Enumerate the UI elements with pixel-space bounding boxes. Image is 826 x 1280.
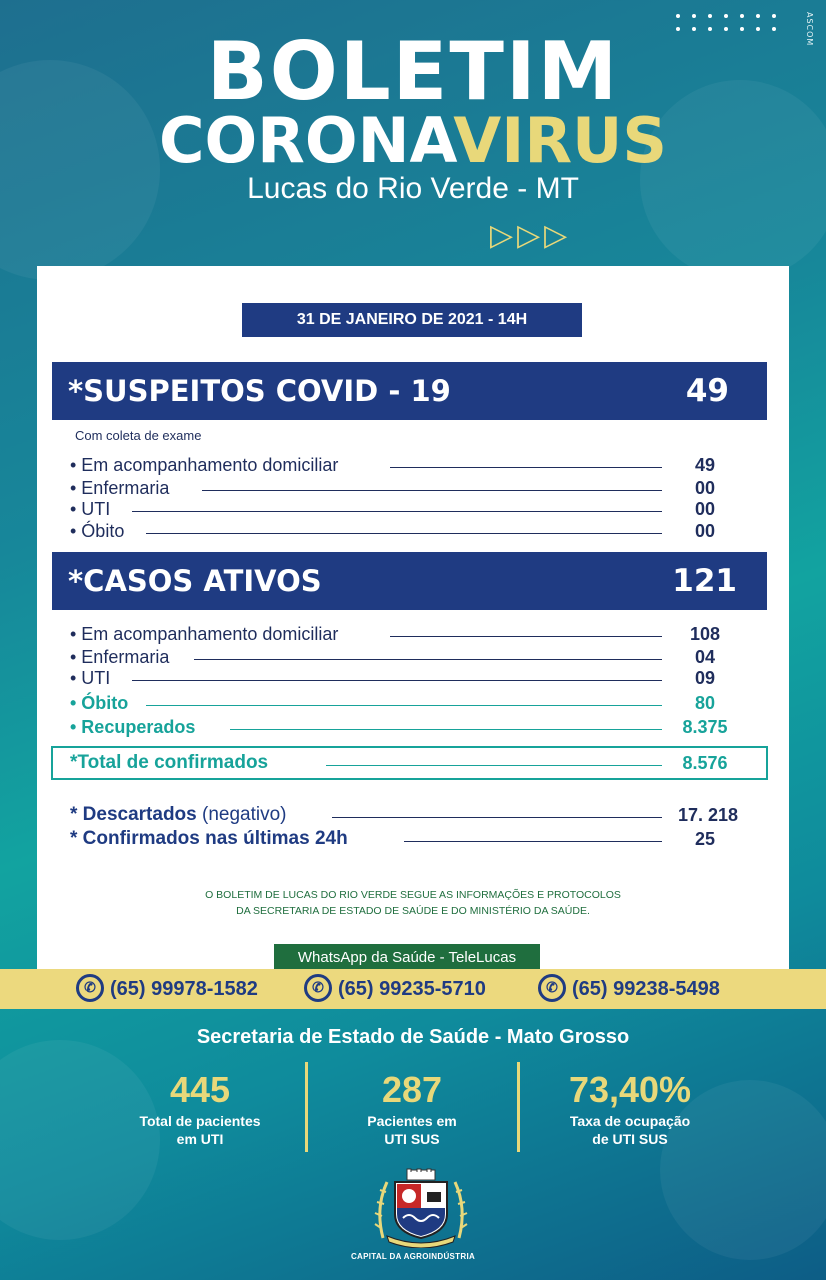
row-label: • Óbito bbox=[70, 692, 136, 714]
row-value: 8.576 bbox=[682, 753, 728, 773]
row-value: 04 bbox=[694, 647, 716, 667]
city-subtitle: Lucas do Rio Verde - MT bbox=[247, 172, 579, 205]
stat-value: 445 bbox=[169, 1069, 231, 1110]
leader-line bbox=[132, 680, 662, 681]
leader-line bbox=[132, 511, 662, 512]
total-confirmados-row bbox=[70, 752, 740, 774]
title-corona: CORONA bbox=[158, 104, 454, 177]
list-item bbox=[70, 520, 740, 542]
logo-caption: CAPITAL DA AGROINDÚSTRIA bbox=[350, 1252, 476, 1261]
whatsapp-icon: ✆ bbox=[304, 974, 332, 1002]
stat-caption: Pacientes em bbox=[367, 1113, 457, 1129]
row-value: 25 bbox=[694, 829, 716, 849]
leader-line bbox=[146, 533, 662, 534]
whatsapp-label: WhatsApp da Saúde - TeleLucas bbox=[274, 944, 540, 972]
suspeitos-subtitle: Com coleta de exame bbox=[75, 428, 202, 443]
stat-value: 73,40% bbox=[568, 1069, 692, 1110]
leader-line bbox=[332, 817, 662, 818]
leader-line bbox=[194, 659, 662, 660]
row-value: 00 bbox=[694, 499, 716, 519]
whatsapp-icon: ✆ bbox=[76, 974, 104, 1002]
descartados-label: * Descartados bbox=[70, 804, 197, 825]
row-label: • UTI bbox=[70, 667, 118, 689]
title-virus: VIRUS bbox=[453, 104, 668, 177]
leader-line bbox=[202, 490, 662, 491]
list-item bbox=[70, 477, 740, 499]
row-label: * Confirmados nas últimas 24h bbox=[70, 828, 356, 850]
row-value: 00 bbox=[694, 521, 716, 541]
stat-divider bbox=[305, 1062, 308, 1152]
stat-ocupacao bbox=[530, 1070, 730, 1148]
leader-line bbox=[146, 705, 662, 706]
decorative-dots bbox=[676, 14, 788, 31]
row-label: • Enfermaria bbox=[70, 477, 177, 499]
list-item bbox=[70, 454, 740, 476]
row-value: 09 bbox=[694, 668, 716, 688]
row-value: 108 bbox=[689, 624, 721, 644]
list-item bbox=[70, 692, 740, 714]
row-value: 49 bbox=[694, 455, 716, 475]
leader-line bbox=[390, 467, 662, 468]
list-item bbox=[70, 667, 740, 689]
row-value: 17. 218 bbox=[677, 805, 739, 825]
list-item bbox=[70, 498, 740, 520]
row-label: • UTI bbox=[70, 498, 118, 520]
stat-caption: em UTI bbox=[176, 1131, 224, 1147]
title-coronavirus bbox=[0, 104, 826, 177]
row-value: 80 bbox=[694, 693, 716, 713]
footnote-line: O BOLETIM DE LUCAS DO RIO VERDE SEGUE AS INFORMAÇÕES E PROTOCOLOS bbox=[205, 889, 621, 901]
row-value: 8.375 bbox=[682, 717, 728, 737]
row-label: • Recuperados bbox=[70, 716, 203, 738]
stat-divider bbox=[517, 1062, 520, 1152]
phone-number[interactable] bbox=[304, 969, 486, 1009]
stat-value: 287 bbox=[381, 1069, 443, 1110]
casos-ativos-label: *CASOS ATIVOS bbox=[68, 564, 322, 598]
row-label bbox=[70, 804, 295, 826]
stat-uti-sus bbox=[322, 1070, 502, 1148]
row-label: *Total de confirmados bbox=[70, 752, 276, 774]
state-secretariat-title: Secretaria de Estado de Saúde - Mato Grosso bbox=[196, 1026, 630, 1048]
stat-caption: UTI SUS bbox=[384, 1131, 440, 1147]
phone-text: (65) 99238-5498 bbox=[572, 978, 720, 1000]
row-label: • Óbito bbox=[70, 520, 132, 542]
phone-number[interactable] bbox=[76, 969, 258, 1009]
stat-caption: Taxa de ocupação bbox=[569, 1113, 691, 1129]
play-arrows-icon: ▷▷▷ bbox=[490, 218, 572, 253]
confirmados-24h-row bbox=[70, 828, 740, 850]
footnote bbox=[0, 887, 826, 919]
leader-line bbox=[390, 636, 662, 637]
title-boletim: BOLETIM bbox=[206, 25, 620, 118]
descartados-row bbox=[70, 804, 740, 826]
leader-line bbox=[326, 765, 662, 766]
list-item bbox=[70, 716, 740, 738]
row-label: • Enfermaria bbox=[70, 646, 177, 668]
descartados-note: (negativo) bbox=[196, 804, 287, 825]
city-coat-of-arms-logo bbox=[373, 1168, 469, 1248]
stat-caption: de UTI SUS bbox=[592, 1131, 668, 1147]
row-label: • Em acompanhamento domiciliar bbox=[70, 623, 346, 645]
whatsapp-icon: ✆ bbox=[538, 974, 566, 1002]
phone-text: (65) 99978-1582 bbox=[110, 978, 258, 1000]
date-badge: 31 DE JANEIRO DE 2021 - 14H bbox=[242, 303, 582, 337]
row-label: • Em acompanhamento domiciliar bbox=[70, 454, 346, 476]
footnote-line: DA SECRETARIA DE ESTADO DE SAÚDE E DO MINISTÉRIO DA SAÚDE. bbox=[236, 905, 590, 917]
row-value: 00 bbox=[694, 478, 716, 498]
phone-text: (65) 99235-5710 bbox=[338, 978, 486, 1000]
casos-ativos-total: 121 bbox=[672, 563, 737, 599]
stat-total-uti bbox=[110, 1070, 290, 1148]
ascom-label: ASCOM bbox=[805, 12, 814, 47]
suspeitos-header bbox=[52, 362, 767, 420]
casos-ativos-header bbox=[52, 552, 767, 610]
suspeitos-label: *SUSPEITOS COVID - 19 bbox=[68, 374, 451, 408]
phone-strip bbox=[0, 969, 826, 1009]
suspeitos-total: 49 bbox=[685, 373, 729, 409]
stat-caption: Total de pacientes bbox=[139, 1113, 261, 1129]
phone-number[interactable] bbox=[538, 969, 720, 1009]
leader-line bbox=[404, 841, 662, 842]
list-item bbox=[70, 646, 740, 668]
list-item bbox=[70, 623, 740, 645]
leader-line bbox=[230, 729, 662, 730]
